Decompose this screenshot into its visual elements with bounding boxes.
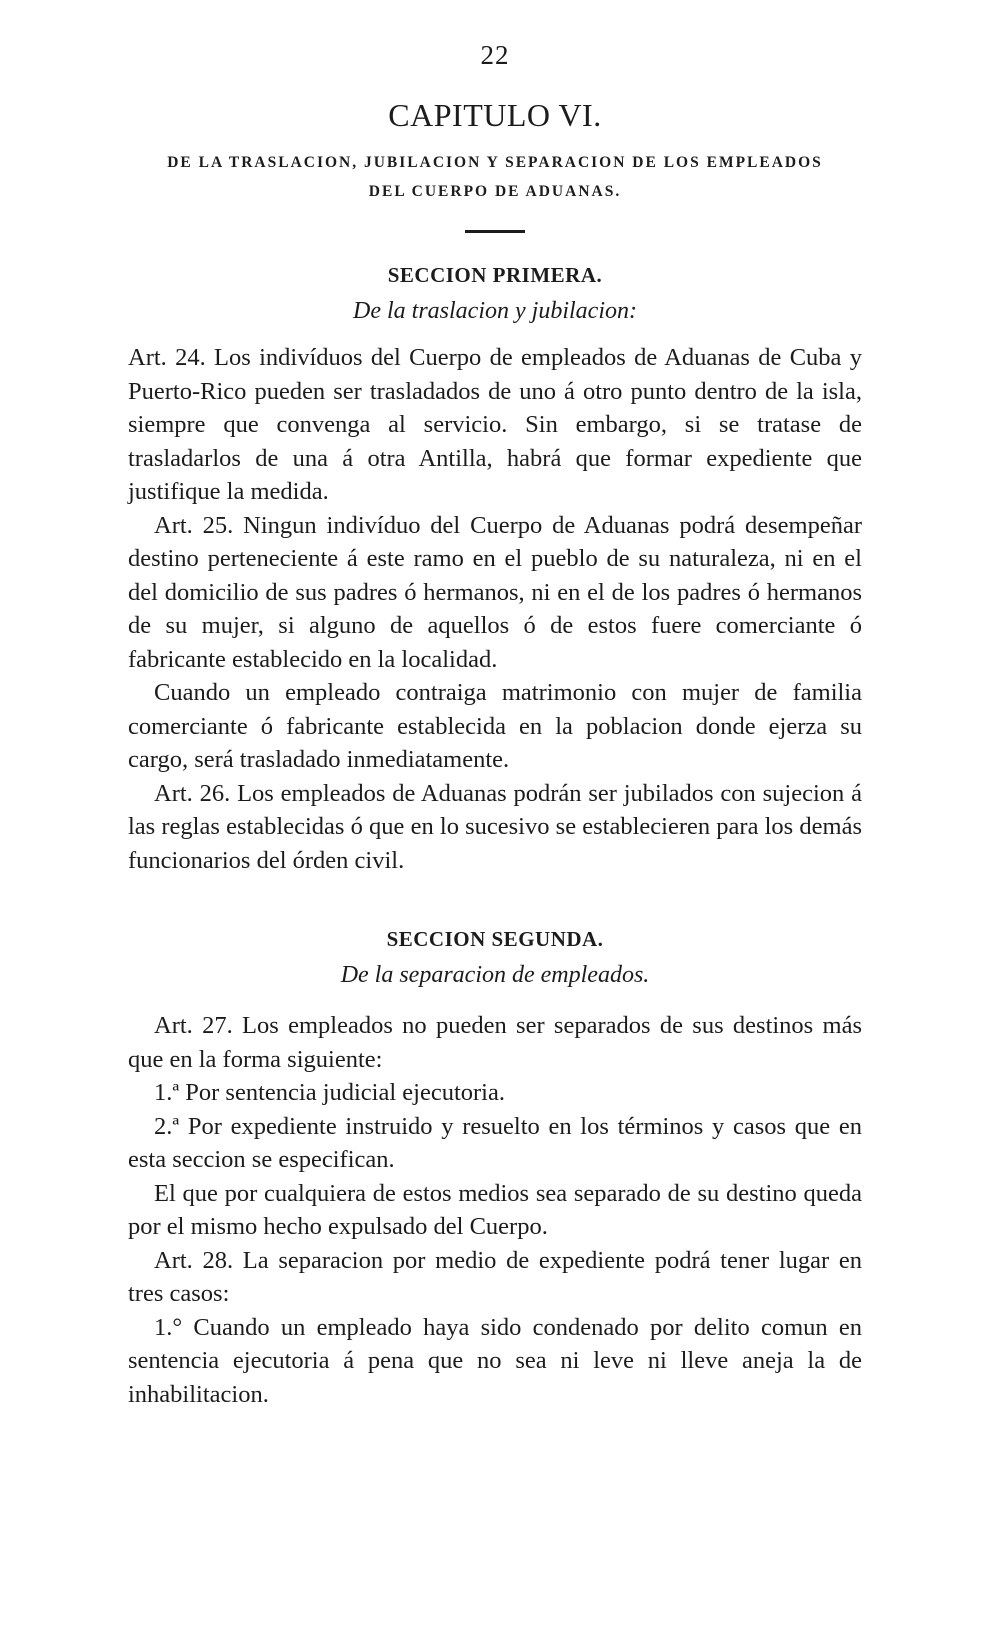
list-item: 1.° Cuando un empleado haya sido condenado por delito comun en sentencia ejecutoria á pena que no sea ni leve ni lleve aneja la de inhabilitacion.	[128, 1313, 862, 1408]
section-subheading: De la traslacion y jubilacion:	[353, 298, 637, 324]
section-segunda	[128, 927, 862, 1411]
article-paragraph: Art. 24. Los indivíduos del Cuerpo de empleados de Aduanas de Cuba y Puerto-Rico pueden ser trasladados de uno á otro punto dentro de la isla, siempre que convenga al servicio. Sin embargo, si se tratase de trasladarlos de una á otra Antilla, habrá que formar expediente que justifique la medida.	[128, 344, 862, 505]
section-heading: SECCION PRIMERA.	[387, 263, 603, 287]
section-primera	[128, 263, 862, 877]
section-subheading: De la separacion de empleados.	[340, 962, 650, 988]
article-paragraph: El que por cualquiera de estos medios sea separado de su destino queda por el mismo hecho expulsado del Cuerpo.	[128, 1179, 862, 1240]
page-number: 22	[480, 40, 510, 70]
divider-rule	[465, 230, 525, 233]
list-item: 1.ª Por sentencia judicial ejecutoria.	[154, 1079, 505, 1106]
article-paragraph: Art. 25. Ningun indivíduo del Cuerpo de Aduanas podrá desempeñar destino perteneciente á este ramo en el pueblo de su naturaleza, ni en el del domicilio de sus padres ó hermanos, ni en el de los padres ó hermanos de su mujer, si alguno de aquellos ó de estos fuere comerciante ó fabricante establecido en la localidad.	[128, 511, 862, 673]
article-paragraph: Art. 27. Los empleados no pueden ser separados de sus destinos más que en la forma siguiente:	[128, 1012, 862, 1073]
document-page	[128, 40, 862, 1411]
list-item: 2.ª Por expediente instruido y resuelto en los términos y casos que en esta seccion se especifican.	[128, 1112, 862, 1173]
article-paragraph: Art. 28. La separacion por medio de expediente podrá tener lugar en tres casos:	[128, 1246, 862, 1307]
article-paragraph: Cuando un empleado contraiga matrimonio con mujer de familia comerciante ó fabricante establecida en la poblacion donde ejerza su cargo, será trasladado inmediatamente.	[128, 679, 862, 773]
chapter-title: CAPITULO VI.	[388, 97, 602, 133]
article-paragraph: Art. 26. Los empleados de Aduanas podrán ser jubilados con sujecion á las reglas establecidas ó que en lo sucesivo se establecieren para los demás funcionarios del órden civil.	[128, 779, 862, 874]
chapter-subtitle-line-1: DE LA TRASLACION, JUBILACION Y SEPARACION DE LOS EMPLEADOS	[167, 154, 823, 171]
section-heading: SECCION SEGUNDA.	[386, 927, 604, 951]
chapter-subtitle-line-2: DEL CUERPO DE ADUANAS.	[368, 183, 622, 200]
